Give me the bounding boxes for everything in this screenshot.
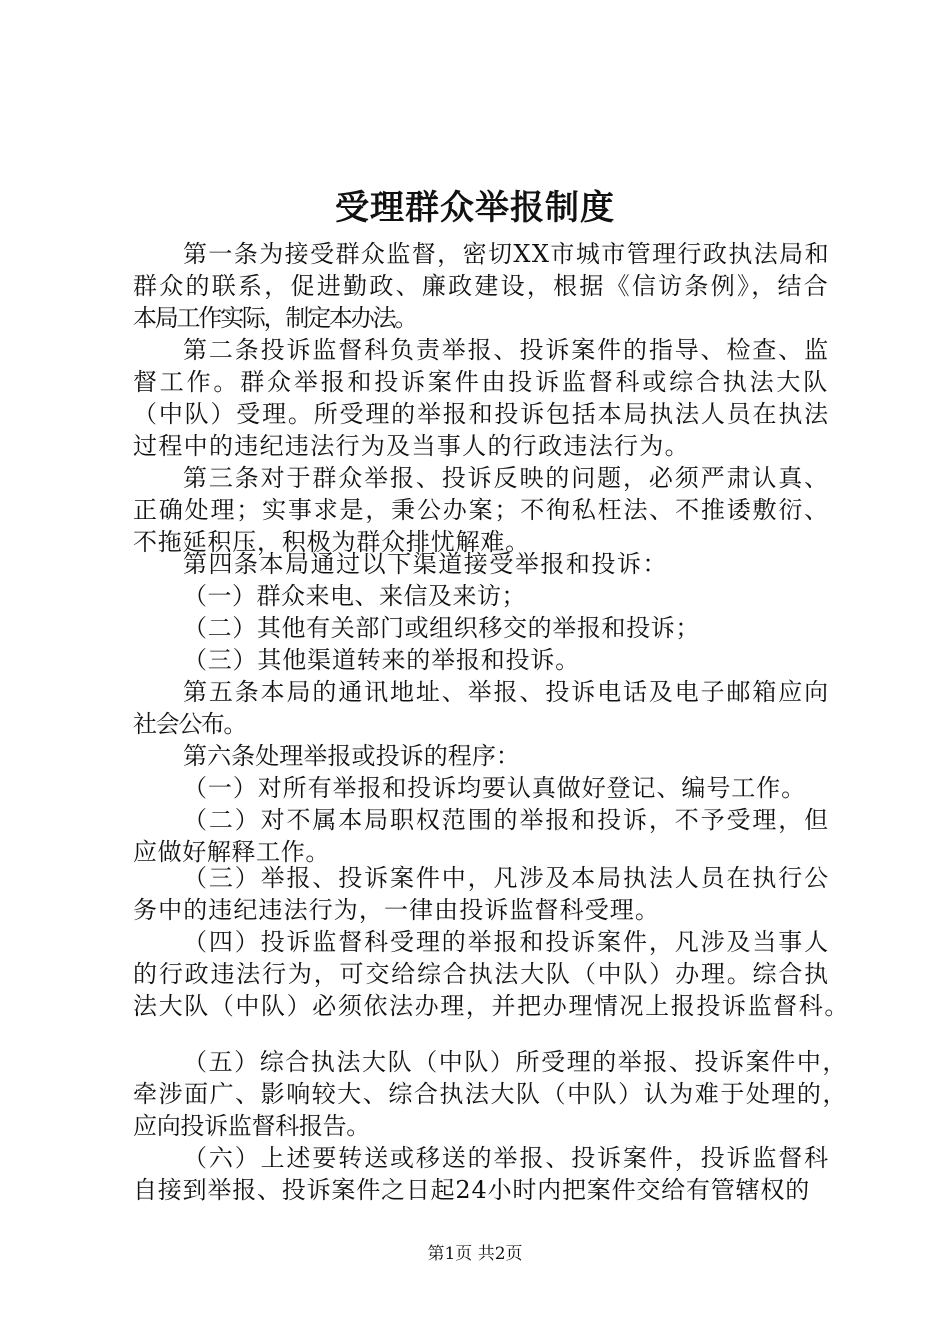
paragraph-line: 法大队（中队）必须依法办理，并把办理情况上报投诉监督科。 — [133, 992, 850, 1020]
paragraph-line: （五）综合执法大队（中队）所受理的举报、投诉案件中， — [183, 1048, 848, 1076]
paragraph-line: 第三条对于群众举报、投诉反映的问题，必须严肃认真、 — [183, 464, 830, 492]
paragraph-line: 社会公布。 — [133, 710, 246, 738]
paragraph-line: 本局工作实际，制定本办法。 — [133, 304, 416, 332]
page-footer: 第1页 共2页 — [427, 1244, 523, 1264]
paragraph-line: 自接到举报、投诉案件之日起24小时内把案件交给有管辖权的 — [133, 1176, 810, 1204]
paragraph-line: 牵涉面广、影响较大、综合执法大队（中队）认为难于处理的， — [133, 1080, 848, 1108]
paragraph-line: 督工作。群众举报和投诉案件由投诉监督科或综合执法大队 — [133, 368, 830, 396]
paragraph-line: 第六条处理举报或投诉的程序： — [183, 742, 520, 770]
paragraph-line: （六）上述要转送或移送的举报、投诉案件，投诉监督科 — [183, 1144, 830, 1172]
paragraph-line: （四）投诉监督科受理的举报和投诉案件，凡涉及当事人 — [183, 928, 830, 956]
paragraph-line: 群众的联系，促进勤政、廉政建设，根据《信访条例》，结合 — [133, 272, 830, 300]
paragraph-line: （二）其他有关部门或组织移交的举报和投诉； — [183, 614, 700, 642]
paragraph-line: 务中的违纪违法行为，一律由投诉监督科受理。 — [133, 896, 660, 924]
paragraph-line: 的行政违法行为，可交给综合执法大队（中队）办理。综合执 — [133, 960, 830, 988]
paragraph-line: 应做好解释工作。 — [133, 838, 330, 866]
document-title: 受理群众举报制度 — [335, 188, 615, 228]
paragraph-line: （中队）受理。所受理的举报和投诉包括本局执法人员在执法 — [133, 400, 830, 428]
paragraph-line: 正确处理；实事求是，秉公办案；不徇私枉法、不推诿敷衍、 — [133, 496, 830, 524]
paragraph-line: 第五条本局的通讯地址、举报、投诉电话及电子邮箱应向 — [183, 678, 830, 706]
paragraph-line: 第一条为接受群众监督，密切XX市城市管理行政执法局和 — [183, 240, 830, 268]
paragraph-line: （二）对不属本局职权范围的举报和投诉，不予受理，但 — [183, 806, 830, 834]
paragraph-line: 第四条本局通过以下渠道接受举报和投诉： — [183, 550, 668, 578]
paragraph-line: （一）群众来电、来信及来访； — [183, 582, 526, 610]
paragraph-line: 应向投诉监督科报告。 — [133, 1112, 370, 1140]
paragraph-line: 不拖延积压，积极为群众排忧解难。 — [133, 528, 530, 556]
paragraph-line: 第二条投诉监督科负责举报、投诉案件的指导、检查、监 — [183, 336, 830, 364]
paragraph-line: （三）举报、投诉案件中，凡涉及本局执法人员在执行公 — [183, 864, 830, 892]
paragraph-line: （一）对所有举报和投诉均要认真做好登记、编号工作。 — [183, 774, 806, 802]
paragraph-line: （三）其他渠道转来的举报和投诉。 — [183, 646, 580, 674]
paragraph-line: 过程中的违纪违法行为及当事人的行政违法行为。 — [133, 432, 690, 460]
